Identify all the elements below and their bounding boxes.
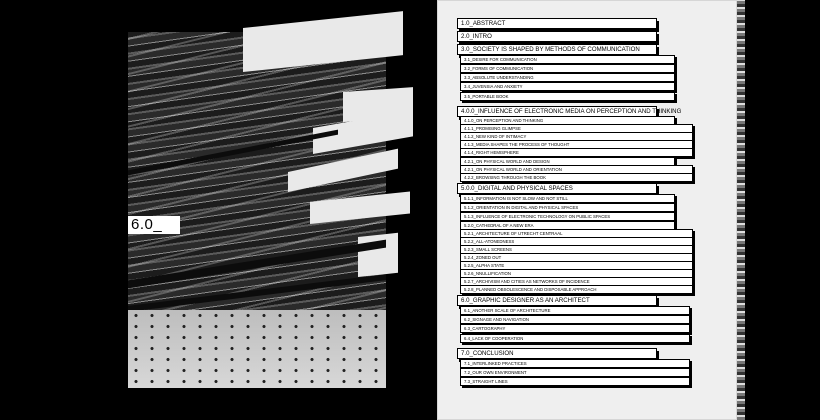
toc-item: 5.0.0_DIGITAL AND PHYSICAL SPACES <box>457 183 657 194</box>
toc-item: 4.2.2_BROWSING THROUGH THE BOOK <box>460 173 693 182</box>
photo-light-band <box>310 191 410 224</box>
toc-item: 3.4_JUVENSIA AND ANXIETY <box>460 82 675 91</box>
toc-item: 6.1_ANOTHER SCALE OF ARCHITECTURE <box>460 306 690 315</box>
toc-item: 4.1.2_NEW KIND OF INTIMACY <box>460 132 693 141</box>
photo-parking-lot <box>128 310 386 388</box>
toc-item: 6.3_CARTOGRAPHY <box>460 324 690 333</box>
toc-item: 6.2_SIGNAGE AND NAVIGATION <box>460 315 690 324</box>
toc-item: 4.1.0_ON PERCEPTION AND THINKING <box>460 116 675 125</box>
toc-item: 5.1.3_INFLUENCE OF ELECTRONIC TECHNOLOGY ON PUBLIC SPACES <box>460 212 675 221</box>
toc-item: 3.2_FORMS OF COMMUNICATION <box>460 64 675 73</box>
toc-item: 3.3_ABSOLUTE UNDERSTANDING <box>460 73 675 82</box>
toc-item: 2.0_INTRO <box>457 31 657 42</box>
toc-item: 5.2.8_PLANNED OBSOLESCENCE AND DISPOSABLE APPROACH <box>460 285 693 294</box>
toc-item: 4.1.3_MEDIA SHAPES THE PROCESS OF THOUGHT <box>460 140 693 149</box>
page-edge-strip <box>737 0 745 420</box>
toc-item: 4.2.1_ON PHYSICAL WORLD AND ORIENTATION <box>460 165 693 174</box>
toc-item: 5.2.6_NNULLIFICATION <box>460 269 693 278</box>
toc-item: 4.2.1_ON PHYSICAL WORLD AND DESIGN <box>460 157 675 166</box>
toc-item: 3.1_DESIRE FOR COMMUNICATION <box>460 55 675 64</box>
toc-item: 1.0_ABSTRACT <box>457 18 657 29</box>
toc-item: 7.0_CONCLUSION <box>457 348 657 359</box>
toc-item: 7.3_STRAIGHT LINES <box>460 377 690 386</box>
collage-photo-page <box>128 32 386 388</box>
chapter-number-label: 6.0_ <box>128 216 180 234</box>
photo-light-band <box>288 149 398 192</box>
toc-item: 5.2.1_ARCHITECTURE OF UTRECHT CENTRAAL <box>460 229 693 238</box>
toc-item: 5.2.2_ALL-ATONEDNESS <box>460 237 693 246</box>
toc-item: 7.2_OUR OWN ENVIRONMENT <box>460 368 690 377</box>
toc-item: 5.1.2_ORIENTATION IN DIGITAL AND PHYSICAL SPACES <box>460 203 675 212</box>
toc-item: 4.0.0_INFLUENCE OF ELECTRONIC MEDIA ON PERCEPTION AND THINKING <box>457 106 657 117</box>
toc-item: 6.4_LACK OF COOPERATION <box>460 334 690 343</box>
toc-item: 3.5_PORTABLE BOOK <box>460 92 675 101</box>
toc-item: 4.1.1_PROMISING GLIMPSE <box>460 124 693 133</box>
toc-item: 5.2.7_ARCHIVISM AND CITIES AS NETWORKS OF INCIDENCE <box>460 277 693 286</box>
toc-item: 5.2.5_ALPHA STATE <box>460 261 693 270</box>
photo-light-band <box>243 11 403 72</box>
toc-item: 3.0_SOCIETY IS SHAPED BY METHODS OF COMMUNICATION <box>457 44 657 55</box>
toc-item: 4.1.4_RIGHT HEMISPHERE <box>460 148 693 157</box>
toc-item: 5.1.1_INFORMATION IS NOT SLOW AND NOT STILL <box>460 194 675 203</box>
toc-item: 6.0_GRAPHIC DESIGNER AS AN ARCHITECT <box>457 295 657 306</box>
photo-light-band <box>358 233 398 277</box>
toc-item: 5.2.3_SMALL SCREENS <box>460 245 693 254</box>
toc-item: 7.1_INTERLINKED PRACTICES <box>460 359 690 368</box>
toc-item: 5.2.0_CATHEDRAL OF A NEW ERA <box>460 221 675 230</box>
toc-item: 5.2.4_ZONED OUT <box>460 253 693 262</box>
